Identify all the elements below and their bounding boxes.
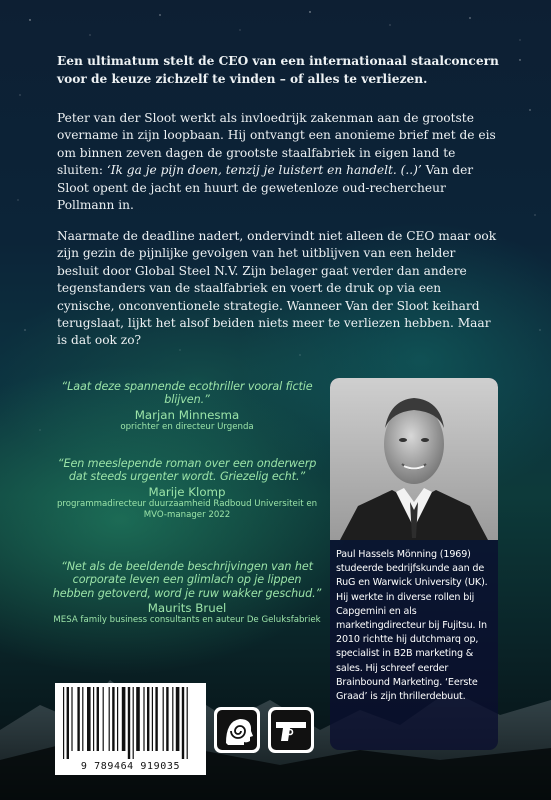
barcode-bar — [117, 687, 118, 751]
barcode-bar — [128, 687, 130, 759]
barcode-bar — [109, 687, 110, 751]
synopsis-paragraph-1-part-1: Peter van der Sloot werkt als invloedrijk zakenman aan de grootste overname in zijn loopbaan. Hij ontvangt een anonieme brief met de eis om binnen zeven dagen de grootste staalfabriek in eigen land te sluiten: — [57, 111, 496, 178]
threat-quote: ‘Ik ga je pijn doen, tenzij je luistert en handelt. (..)’ — [106, 163, 422, 178]
barcode-bar — [112, 687, 114, 751]
isbn-number: 9 789464 919035 — [80, 761, 181, 772]
barcode-bar — [93, 687, 94, 751]
lead-sentence: Een ultimatum stelt de CEO van een internationaal staalconcern voor de keuze zichzelf te vinden – of alles te verliezen. — [57, 54, 499, 86]
quote-author-role: oprichter en directeur Urgenda — [120, 421, 254, 432]
fear-rating-icon — [214, 707, 260, 753]
barcode-bar — [133, 687, 134, 759]
fear-rating-badge — [214, 707, 260, 753]
barcode-bar — [143, 687, 144, 751]
barcode-bar — [176, 687, 180, 751]
quote-text: “Net als de beeldende beschrijvingen van het corporate leven een glimlach op je lippen hebben getoverd, word je ruw wakker geschud.” — [52, 560, 322, 600]
review-quote — [52, 457, 322, 521]
barcode-bar — [147, 687, 149, 751]
barcode-bar — [67, 687, 69, 759]
barcode-bar — [155, 687, 157, 751]
barcode-bar — [172, 687, 173, 751]
quote-author: Marjan Minnesma — [134, 407, 240, 422]
quote-author: Maurits Bruel — [147, 601, 227, 616]
violence-rating-badge — [268, 707, 314, 753]
barcode-bar — [163, 687, 164, 751]
synopsis-paragraph-1-part-2: Van der Sloot opent de jacht en huurt de gewetenloze oud-rechercheur Pollmann in. — [57, 163, 474, 213]
synopsis-paragraph-1 — [57, 110, 501, 214]
author-photo — [330, 378, 498, 540]
barcode-bar — [152, 687, 153, 751]
barcode-bar — [122, 687, 126, 751]
quote-text: “Een meeslepende roman over een onderwerp dat steeds urgenter wordt. Griezelig echt.” — [57, 457, 317, 484]
quote-text: “Laat deze spannende ecothriller vooral fictie blijven.” — [61, 380, 313, 407]
synopsis-paragraph-2: Naarmate de deadline nadert, ondervindt niet alleen de CEO maar ook zijn gezin de pijnlijke gevolgen van het uitblijven van een helder besluit door Global Steel N.V. Zijn belager gaat verder dan andere tegenstanders van de staalfabriek en voert de druk op via een cynische, onconventionele strategie. Wanneer Van der Sloot keihard terugslaat, lijkt het alsof beiden niets meer te verliezen hebben. Maar is dat ook zo? — [57, 229, 497, 348]
violence-rating-icon — [268, 707, 314, 753]
barcode-bars — [61, 687, 200, 759]
barcode-bar — [77, 687, 79, 751]
barcode-bar — [136, 687, 140, 751]
review-quote — [52, 380, 322, 433]
author-info-panel — [330, 378, 498, 750]
barcode-bar — [63, 687, 64, 759]
barcode-bar — [97, 687, 99, 751]
quote-author-role: programmadirecteur duurzaamheid Radboud Universiteit en MVO-manager 2022 — [56, 498, 318, 520]
barcode-bar — [87, 687, 91, 751]
barcode-bar — [71, 687, 72, 751]
barcode-bar — [103, 687, 104, 751]
isbn-barcode — [55, 683, 206, 775]
quote-author: Marije Klomp — [148, 484, 226, 499]
quote-author-role: MESA family business consultants en auteur De Geluksfabriek — [53, 615, 321, 626]
barcode-bar — [166, 687, 168, 751]
barcode-bar — [82, 687, 83, 751]
barcode-bar — [182, 687, 184, 759]
author-bio: Paul Hassels Mönning (1969) studeerde bedrijfskunde aan de RuG en Warwick University (UK). Hij werkte in diverse rollen bij Capgemini en als marketingdirecteur bij Fujitsu. In 2010 richtte hij dutchmarq op, specialist in B2B marketing & sales. Hij schreef eerder Brainbound Marketing. ‘Eerste Graad’ is zijn thrillerdebuut. — [336, 549, 488, 703]
barcode-bar — [187, 687, 188, 759]
review-quote — [52, 560, 322, 626]
